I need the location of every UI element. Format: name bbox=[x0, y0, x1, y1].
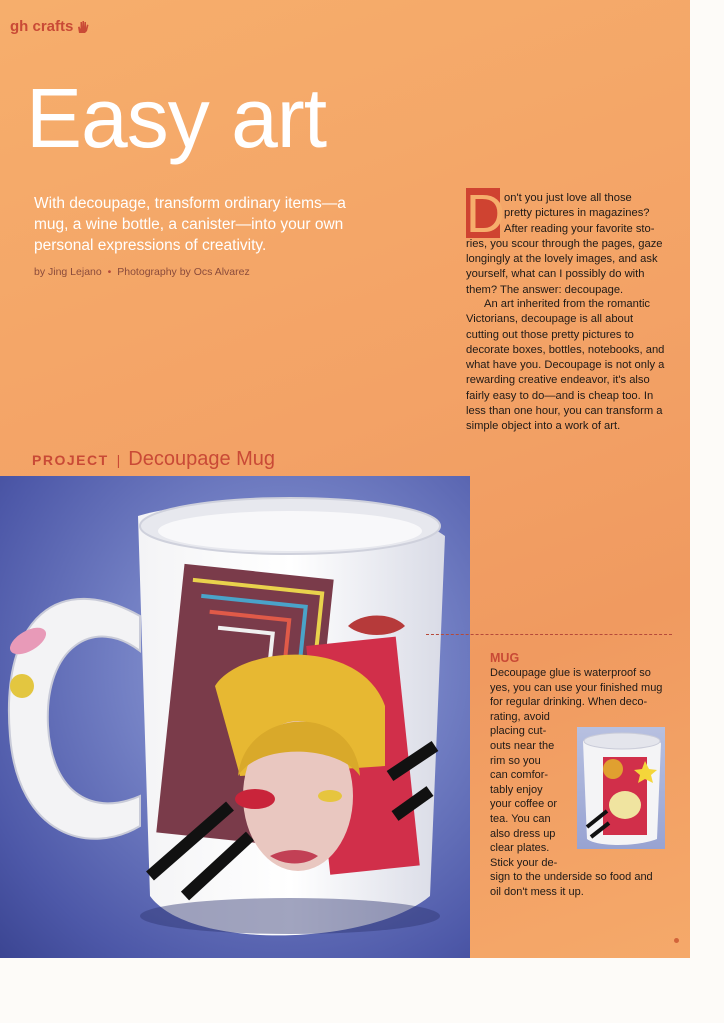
mug-tip-line: Stick your de- bbox=[490, 856, 558, 869]
mug-thumbnail-photo bbox=[577, 727, 665, 849]
page-margin-bottom bbox=[0, 958, 724, 1023]
mug-tip-line: your coffee or bbox=[490, 798, 558, 811]
intro-paragraph-2: An art inherited from the romantic Victorians, decoupage is all about cutting out those pretty pictures to decorate boxes, bottles, notebooks, and what have you. Decoupage is not only a rewarding creative endeavor, it's also fairly easy to do—and is cheap too. In less than one hour, you can transform a simple object into a work of art. bbox=[466, 298, 665, 433]
mug-tip-line: tea. You can bbox=[490, 812, 551, 825]
intro-line: yourself, what can I possibly do with bbox=[466, 268, 645, 281]
mug-tip-line: oil don't mess it up. bbox=[490, 885, 584, 898]
mug-tip-line: yes, you can use your finished mug bbox=[490, 681, 663, 694]
mug-tip-line: for regular drinking. When deco- bbox=[490, 696, 648, 709]
byline-separator: • bbox=[107, 266, 112, 278]
page-margin-right bbox=[690, 0, 724, 1023]
project-title: Decoupage Mug bbox=[128, 448, 276, 470]
mug-tip-line: rating, avoid bbox=[490, 710, 550, 723]
project-divider: | bbox=[116, 452, 121, 468]
dropcap: D bbox=[466, 184, 505, 244]
byline bbox=[34, 266, 250, 278]
section-label: gh crafts bbox=[10, 18, 74, 35]
mug-thumbnail-illustration bbox=[577, 727, 665, 849]
mug-photo bbox=[0, 476, 470, 958]
intro-line: them? The answer: decoupage. bbox=[466, 283, 624, 296]
headline: Easy art bbox=[26, 71, 327, 165]
intro-paragraph-1 bbox=[466, 191, 666, 298]
mug-tip-line: can comfor- bbox=[490, 769, 549, 782]
project-label: PROJECT bbox=[32, 452, 109, 468]
byline-author: by Jing Lejano bbox=[34, 266, 102, 278]
mug-illustration bbox=[0, 476, 470, 958]
mug-tip-line: clear plates. bbox=[490, 842, 550, 855]
mug-tip-line: Decoupage glue is waterproof so bbox=[490, 667, 651, 679]
page-mark bbox=[674, 938, 679, 943]
mug-tip-line: sign to the underside so food and bbox=[490, 871, 653, 884]
intro-line: pretty pictures in magazines? bbox=[504, 207, 650, 220]
mug-tip-line: tably enjoy bbox=[490, 783, 543, 796]
section-header bbox=[10, 18, 90, 35]
intro-line: After reading your favorite sto- bbox=[504, 222, 655, 235]
deck: With decoupage, transform ordinary items—a mug, a wine bottle, a canister—into your own personal expressions of creativity. bbox=[34, 195, 346, 254]
mug-tip-line: outs near the bbox=[490, 739, 555, 752]
mug-tip-line: also dress up bbox=[490, 827, 556, 840]
dashed-divider bbox=[426, 634, 672, 635]
project-heading bbox=[32, 448, 275, 471]
hand-icon bbox=[76, 20, 90, 34]
intro-line: ries, you scour through the pages, gaze bbox=[466, 237, 663, 250]
intro-line: on't you just love all those bbox=[504, 192, 632, 204]
intro-line: longingly at the lovely images, and ask bbox=[466, 253, 658, 266]
byline-photo-credit: Photography by Ocs Alvarez bbox=[117, 266, 250, 278]
mug-tip-line: placing cut- bbox=[490, 725, 547, 738]
mug-tip-heading: MUG bbox=[490, 651, 520, 665]
mug-tip-line: rim so you bbox=[490, 754, 541, 767]
